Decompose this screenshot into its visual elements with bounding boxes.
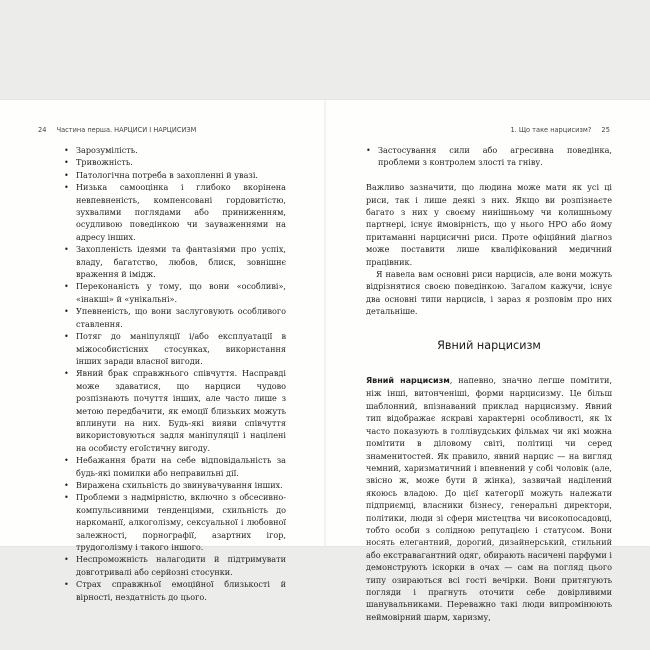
paragraph-gap [366, 169, 612, 181]
bullet-item: • Неспроможність налагодити й підтримувати довготривалі або серйозні стосунки. [64, 553, 286, 578]
paragraph: Я навела вам основні риси нарцисів, але вони можуть відрізнятися своєю поведінкою. Загалом кажучи, існує два основні типи нарцисів, і зараз я розповім про них детальніше. [366, 269, 612, 317]
bullet-item: • Потяг до маніпуляції і/або експлуатації в міжособистісних стосунках, використання інших заради власної вигоди. [64, 330, 286, 367]
traits-bullet-list-continued [366, 144, 612, 169]
bullet-item: • Небажання брати на себе відповідальність за будь-які помилки або неправильні дії. [64, 454, 286, 479]
bullet-item: • Проблеми з надмірністю, включно з обсесивно-компульсивними тенденціями, схильність до наркоманії, алкоголізму, сексуальної і любовної залежності, порнографії, азартних ігор, трудоголізму і такого іншого. [64, 491, 286, 553]
right-running-head-title: 1. Що таке нарцисизм? [510, 126, 592, 134]
bullet-item: • Захопленість ідеями та фантазіями про успіх, владу, багатство, любов, блиск, зовнішнє враження й імідж. [64, 243, 286, 280]
section-heading: Явний нарцисизм [437, 338, 541, 352]
bullet-item: • Страх справжньої емоційної близькості й вірності, нездатність до цього. [64, 578, 286, 603]
bullet-item: • Застосування сили або агресивна поведінка, проблеми з контролем злості та гніву. [366, 144, 612, 169]
right-page-number: 25 [601, 126, 610, 134]
bullet-item: • Виражена схильність до звинувачування інших. [64, 479, 286, 491]
paragraph-text: , напевно, значно легше помітити, ніж інші, витонченіші, форми нарцисизму. Це більш шаблонний, впізнаваний приклад нарцисизму. Явний тип відображає яскраві характерні особливості, як їх часто показують в голлівудських фільмах чи які можна помітити в діловому світі, політиці чи серед знаменитостей. Як правило, явний нарцис — на вигляд чемний, харизматичний і впевнений у собі чоловік (але, звісно ж, може бути й жінка), зазвичай наділений якоюсь владою. До цієї категорії можуть належати підприємці, власники бізнесу, генеральні директори, політики, люди зі сфери мистецтва чи високопосадовці, тобто особи з солідною репутацією і статусом. Вони носять елегантний, дорогий, дизайнерський, стильний або екстравагантний одяг, обирають насичені парфуми і демонструють іскорки в очах — сам на погляд цього типу озираються всі гості вечірки. Вони притягують погляди і прагнуть оточити себе довірливими шанувальниками. Переважно такі люди випромінюють неймовірний шарм, харизму, [366, 375, 613, 622]
bullet-item: • Явний брак справжнього співчуття. Насправді може здаватися, що нарциси чудово розпізнають почуття інших, але часто лише з метою передбачити, як емоції близьких можуть вплинути на них. Будь-які вияви співчуття використовуються задля маніпуляції і націлені на особисту егоїстичну вигоду. [64, 367, 286, 454]
left-running-head-title: Частина перша. НАРЦИСИ І НАРЦИСИЗМ [56, 126, 197, 134]
bullet-item: • Переконаність у тому, що вони «особливі», «інакші» й «унікальні». [64, 280, 286, 305]
left-page-body [64, 144, 286, 603]
paragraph-lead-term: Явний нарцисизм [366, 376, 450, 386]
right-running-head [510, 126, 610, 134]
bullet-item: • Патологічна потреба в захопленні й увазі. [64, 169, 286, 181]
left-page [0, 100, 324, 602]
right-page-body [366, 144, 612, 623]
left-running-head [38, 126, 196, 134]
bullet-item: • Упевненість, що вони заслуговують особливого ставлення. [64, 305, 286, 330]
paragraph [366, 374, 612, 623]
traits-bullet-list [64, 144, 286, 603]
right-page [326, 100, 650, 622]
paragraph: Важливо зазначити, що людина може мати як усі ці риси, так і лише деякі з них. Якщо ви розпізнаєте багато з них у своєму нинішньому чи колишньому партнері, існує ймовірність, що у нього НРО або йому притаманні нарцисичні риси. Проте офіційний діагноз може поставити лише кваліфікований медичний працівник. [366, 182, 612, 267]
bullet-item: • Зарозумілість. [64, 144, 286, 156]
bullet-item: • Тривожність. [64, 156, 286, 168]
bullet-item: • Низька самооцінка і глибоко вкорінена невпевненість, компенсовані гордовитістю, зухвалими поглядами або приниженням, осудливою поведінкою чи зауваженнями на адресу інших. [64, 181, 286, 243]
book-spread [0, 100, 650, 622]
left-page-number: 24 [38, 126, 47, 134]
